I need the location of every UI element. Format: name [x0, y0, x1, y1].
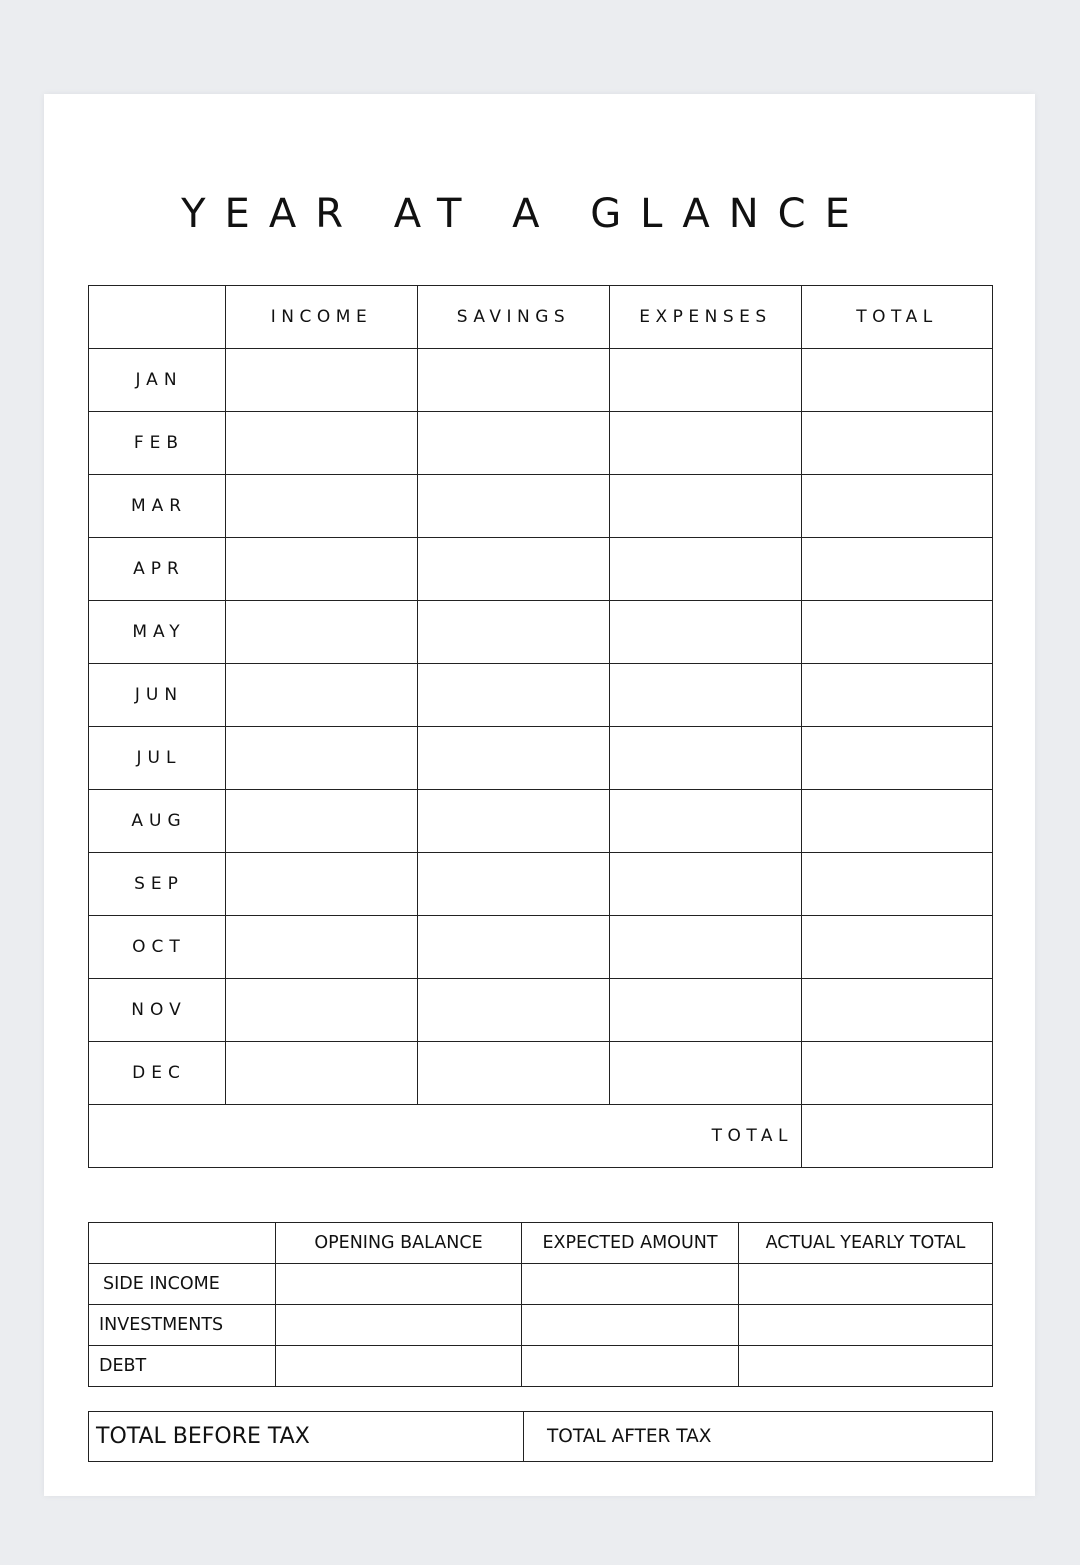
income-cell[interactable] [226, 790, 418, 853]
actual-yearly-total-cell[interactable] [739, 1305, 993, 1346]
income-cell[interactable] [226, 727, 418, 790]
savings-cell[interactable] [418, 349, 610, 412]
grand-total-cell[interactable] [802, 1105, 993, 1168]
total-after-tax-field[interactable]: TOTAL AFTER TAX [524, 1412, 993, 1462]
month-label: NOV [89, 979, 226, 1042]
table-row [89, 664, 993, 727]
column-header-actual-yearly-total: ACTUAL YEARLY TOTAL [739, 1223, 993, 1264]
column-header-total: TOTAL [802, 286, 993, 349]
savings-cell[interactable] [418, 1042, 610, 1105]
total-cell[interactable] [802, 664, 993, 727]
expenses-cell[interactable] [610, 412, 802, 475]
income-cell[interactable] [226, 412, 418, 475]
month-label: DEC [89, 1042, 226, 1105]
income-cell[interactable] [226, 853, 418, 916]
table-row [89, 1346, 993, 1387]
expenses-cell[interactable] [610, 916, 802, 979]
actual-yearly-total-cell[interactable] [739, 1264, 993, 1305]
tax-summary-table [88, 1411, 993, 1462]
expenses-cell[interactable] [610, 349, 802, 412]
tax-row [89, 1412, 993, 1462]
income-cell[interactable] [226, 349, 418, 412]
savings-cell[interactable] [418, 664, 610, 727]
total-before-tax-field[interactable]: TOTAL BEFORE TAX [89, 1412, 524, 1462]
grand-total-row [89, 1105, 993, 1168]
total-cell[interactable] [802, 790, 993, 853]
table-row [89, 727, 993, 790]
month-label: OCT [89, 916, 226, 979]
expenses-cell[interactable] [610, 790, 802, 853]
savings-cell[interactable] [418, 979, 610, 1042]
total-cell[interactable] [802, 412, 993, 475]
table-row [89, 1264, 993, 1305]
expenses-cell[interactable] [610, 601, 802, 664]
savings-cell[interactable] [418, 727, 610, 790]
income-cell[interactable] [226, 664, 418, 727]
table-row [89, 916, 993, 979]
column-header-opening-balance: OPENING BALANCE [276, 1223, 522, 1264]
savings-cell[interactable] [418, 412, 610, 475]
corner-cell [89, 286, 226, 349]
month-label: MAY [89, 601, 226, 664]
month-label: FEB [89, 412, 226, 475]
total-cell[interactable] [802, 1042, 993, 1105]
table-row [89, 790, 993, 853]
table-row [89, 979, 993, 1042]
page-title: YEAR AT A GLANCE [181, 191, 869, 237]
column-header-income: INCOME [226, 286, 418, 349]
table-header-row [89, 286, 993, 349]
month-label: AUG [89, 790, 226, 853]
income-cell[interactable] [226, 916, 418, 979]
expenses-cell[interactable] [610, 979, 802, 1042]
expenses-cell[interactable] [610, 727, 802, 790]
corner-cell [89, 1223, 276, 1264]
savings-cell[interactable] [418, 790, 610, 853]
accounts-header-row [89, 1223, 993, 1264]
month-label: SEP [89, 853, 226, 916]
savings-cell[interactable] [418, 475, 610, 538]
income-cell[interactable] [226, 979, 418, 1042]
column-header-expenses: EXPENSES [610, 286, 802, 349]
savings-cell[interactable] [418, 601, 610, 664]
column-header-savings: SAVINGS [418, 286, 610, 349]
month-label: APR [89, 538, 226, 601]
expected-amount-cell[interactable] [522, 1264, 739, 1305]
total-cell[interactable] [802, 538, 993, 601]
expenses-cell[interactable] [610, 538, 802, 601]
total-cell[interactable] [802, 727, 993, 790]
expenses-cell[interactable] [610, 853, 802, 916]
month-label: JAN [89, 349, 226, 412]
row-label-side-income: SIDE INCOME [89, 1264, 276, 1305]
income-cell[interactable] [226, 601, 418, 664]
table-row [89, 601, 993, 664]
expected-amount-cell[interactable] [522, 1305, 739, 1346]
opening-balance-cell[interactable] [276, 1305, 522, 1346]
opening-balance-cell[interactable] [276, 1346, 522, 1387]
table-row [89, 538, 993, 601]
row-label-debt: DEBT [89, 1346, 276, 1387]
total-cell[interactable] [802, 475, 993, 538]
expenses-cell[interactable] [610, 475, 802, 538]
total-cell[interactable] [802, 853, 993, 916]
monthly-summary-table [88, 285, 993, 1168]
total-cell[interactable] [802, 601, 993, 664]
expenses-cell[interactable] [610, 664, 802, 727]
savings-cell[interactable] [418, 916, 610, 979]
savings-cell[interactable] [418, 538, 610, 601]
month-label: JUL [89, 727, 226, 790]
month-label: JUN [89, 664, 226, 727]
income-cell[interactable] [226, 538, 418, 601]
income-cell[interactable] [226, 1042, 418, 1105]
expected-amount-cell[interactable] [522, 1346, 739, 1387]
accounts-table [88, 1222, 993, 1387]
table-row [89, 1305, 993, 1346]
month-label: MAR [89, 475, 226, 538]
row-label-investments: INVESTMENTS [89, 1305, 276, 1346]
actual-yearly-total-cell[interactable] [739, 1346, 993, 1387]
income-cell[interactable] [226, 475, 418, 538]
table-row [89, 475, 993, 538]
column-header-expected-amount: EXPECTED AMOUNT [522, 1223, 739, 1264]
savings-cell[interactable] [418, 853, 610, 916]
opening-balance-cell[interactable] [276, 1264, 522, 1305]
total-cell[interactable] [802, 916, 993, 979]
table-row [89, 853, 993, 916]
table-row [89, 349, 993, 412]
grand-total-label: TOTAL [89, 1105, 802, 1168]
table-row [89, 1042, 993, 1105]
expenses-cell[interactable] [610, 1042, 802, 1105]
table-row [89, 412, 993, 475]
total-cell[interactable] [802, 979, 993, 1042]
total-cell[interactable] [802, 349, 993, 412]
